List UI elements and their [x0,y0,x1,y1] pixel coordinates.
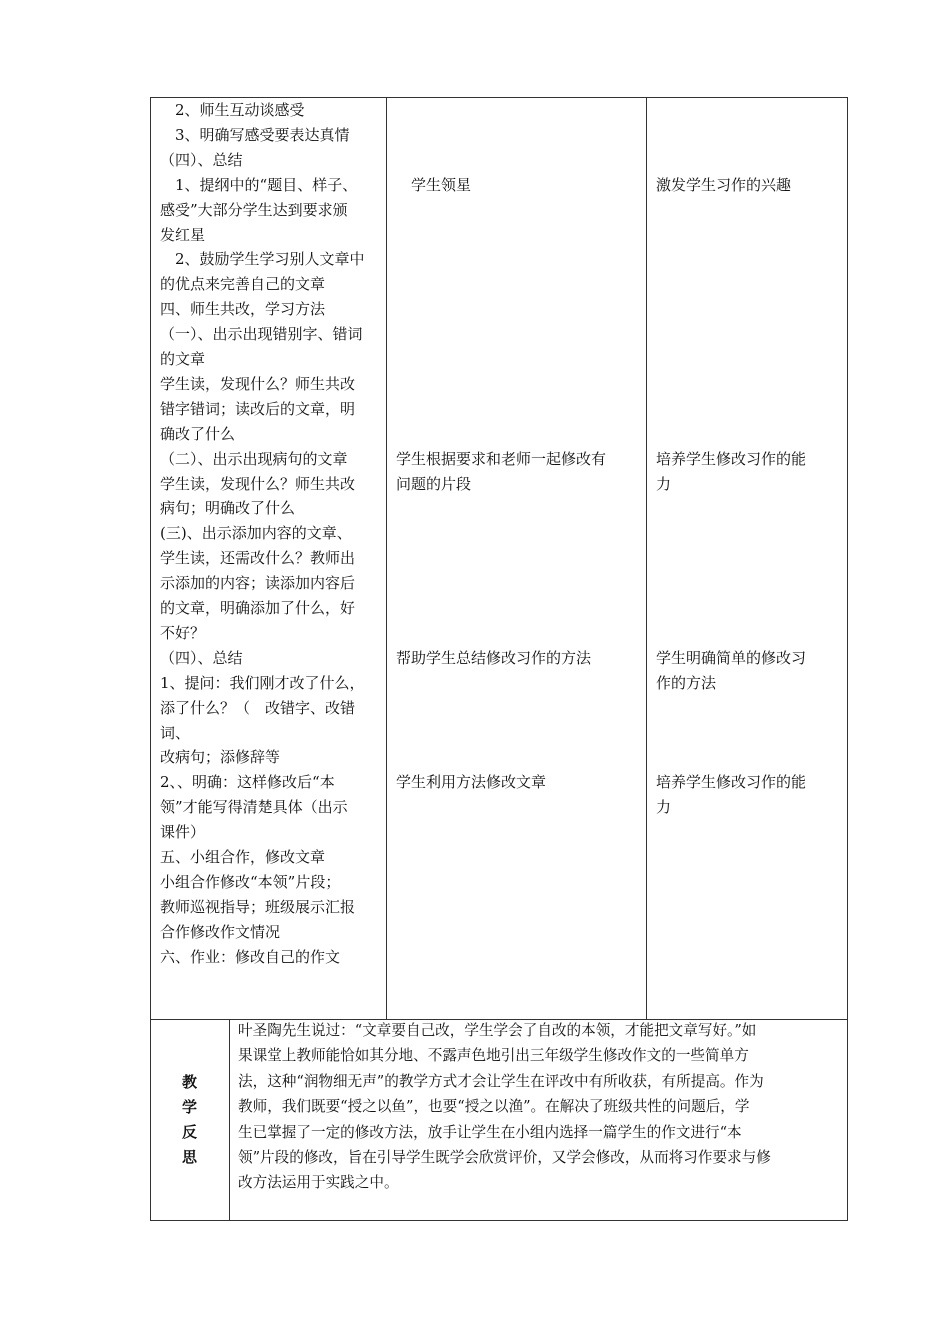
teaching-process-line: 2、鼓励学生学习别人文章中 [160,250,365,269]
teaching-process-line: 病句；明确改了什么 [160,499,296,518]
design-intent-b2: 力 [656,475,672,493]
teaching-process-line: 教师巡视指导；班级展示汇报 [160,897,356,916]
reflection-line: 改方法运用于实践之中。 [238,1174,399,1192]
teaching-process-line: 小组合作修改“本领”片段； [160,872,341,891]
teaching-process-line: （二）、出示出现病句的文章 [160,449,348,468]
teaching-process-line: 的文章，明确添加了什么，好 [160,599,356,617]
student-activity-a: 学生领星 [396,176,472,194]
teaching-process-line: （四）、总结 [160,648,243,667]
teaching-process-line: 1、提问：我们刚才改了什么， [160,673,365,692]
teaching-process-line: 改病句；添修辞等 [160,748,281,767]
teaching-process-line: （四）、总结 [160,150,243,169]
design-intent-a: 激发学生习作的兴趣 [656,176,792,194]
column-divider-2 [646,97,647,1019]
teaching-process-line: 错字错词；读改后的文章，明 [160,399,356,418]
teaching-process-line: 领”才能写得清楚具体（出示 [160,798,348,817]
teaching-process-line: 学生读，还需改什么？教师出 [160,549,356,568]
teaching-process-line: 添了什么？（ 改错字、改错 [160,698,356,717]
teaching-process-line: 确改了什么 [160,424,236,443]
reflection-line: 生已掌握了一定的修改方法，放手让学生在小组内选择一篇学生的作文进行“本 [238,1123,742,1141]
teaching-process-line: 2、、明确：这样修改后“本 [160,773,335,792]
reflection-line: 教师，我们既要“授之以鱼”，也要“授之以渔”。在解决了班级共性的问题后，学 [238,1098,750,1116]
reflection-label-char-1: 教 [182,1073,198,1091]
teaching-process-line: 词、 [160,723,191,742]
teaching-process-line: 学生读，发现什么？师生共改 [160,474,356,493]
teaching-process-line: 的文章 [160,350,206,368]
teaching-process-line: 四、师生共改，学习方法 [160,300,326,319]
design-intent-c2: 作的方法 [656,674,717,692]
teaching-process-line: 发红星 [160,225,206,244]
column-divider-1 [386,97,387,1019]
teaching-process-line: 五、小组合作，修改文章 [160,848,326,866]
student-activity-d: 学生利用方法修改文章 [396,773,547,791]
teaching-process-line: 3、明确写感受要表达真情 [160,125,350,144]
teaching-process-line: (三)、出示添加内容的文章、 [160,524,352,543]
reflection-line: 领”片段的修改，旨在引导学生既学会欣赏评价，又学会修改，从而将习作要求与修 [238,1149,771,1166]
teaching-process-line: 示添加的内容；读添加内容后 [160,574,356,593]
design-intent-d2: 力 [656,798,672,816]
design-intent-c1: 学生明确简单的修改习 [656,649,807,667]
reflection-label-char-2: 学 [182,1098,198,1116]
teaching-process-line: 不好？ [160,623,206,642]
reflection-line: 法，这种“润物细无声”的教学方式才会让学生在评改中有所收获，有所提高。作为 [238,1072,764,1090]
student-activity-b1: 学生根据要求和老师一起修改有 [396,450,607,468]
teaching-process-line: 的优点来完善自己的文章 [160,275,326,294]
reflection-label-divider [229,1019,230,1221]
teaching-process-line: 合作修改作文情况 [160,922,281,941]
teaching-process-line: （一）、出示出现错别字、错词 [160,325,363,344]
teaching-process-line: 2、师生互动谈感受 [160,101,305,119]
teaching-process-line: 六、作业：修改自己的作文 [160,947,341,966]
row-divider [150,1019,848,1020]
student-activity-c: 帮助学生总结修改习作的方法 [396,649,592,667]
design-intent-b1: 培养学生修改习作的能 [656,450,807,468]
reflection-label-char-3: 反 [182,1123,198,1141]
design-intent-d1: 培养学生修改习作的能 [656,773,807,791]
reflection-label-char-4: 思 [182,1148,198,1166]
reflection-line: 果课堂上教师能恰如其分地、不露声色地引出三年级学生修改作文的一些简单方 [238,1047,749,1065]
teaching-process-line: 学生读，发现什么？师生共改 [160,374,356,393]
reflection-line: 叶圣陶先生说过：“文章要自己改，学生学会了自改的本领，才能把文章写好。”如 [238,1022,757,1039]
student-activity-b2: 问题的片段 [396,475,472,493]
teaching-process-line: 课件） [160,823,206,842]
teaching-process-line: 感受”大部分学生达到要求颁 [160,200,348,219]
teaching-process-line: 1、提纲中的“题目、样子、 [160,175,358,194]
